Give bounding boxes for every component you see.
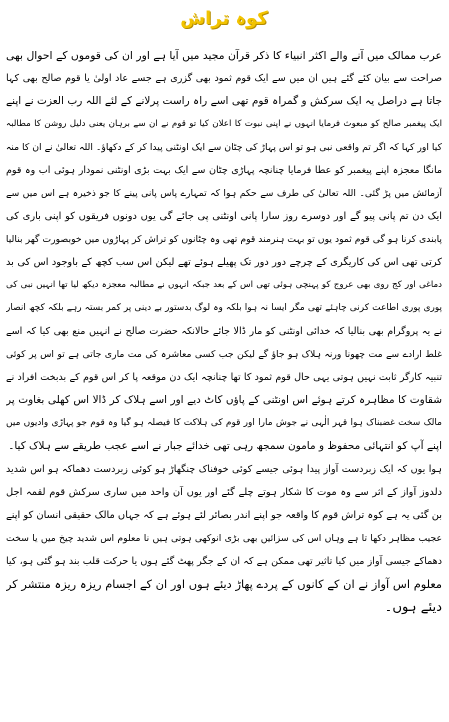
text-line: پابندی کرنا ہو گی قوم ثمود یوں تو بہت ہنرمند قوم تھی وہ چٹانوں کو تراش کر پہاڑوں میں خوبصورت گھر بنالیا: [6, 234, 442, 245]
paragraph-end-line: دیئے ہوں۔: [384, 600, 442, 615]
text-line: غلط ارادے سے مت چھونا ورنہ ہلاک ہو جاؤ گے لیکن جب کسی معاشرہ کی مت ماری جاتی ہے تو اس پر کوئی: [6, 349, 442, 360]
paragraph-end-line: اپنے آپ کو انتہائی محفوظ و مامون سمجھ رہی تھی خدائے جبار نے اسے عجب طریقے سے ہلاک کیا۔: [8, 440, 442, 452]
text-line: ایک دن تم پانی پیو گے اور دوسرے روز سارا پانی اونٹنی پی جائے گی یوں دونوں فریقوں کو اپنی باری کی: [6, 211, 442, 222]
page-title: کوہ تراش: [180, 8, 268, 29]
text-line: صراحت سے بیان کئے گئے ہیں ان میں سے ایک قوم ثمود بھی گزری ہے جسے عاد اولیٰ یا قوم صالح بھی کہا: [6, 73, 442, 84]
text-line: بن گئی یہ ہے کوہ تراش قوم کا واقعہ جو اپنے اندر بصائر لئے ہوئے ہے کہ جہاں مالک حقیقی انسان کو اپنے: [6, 510, 442, 521]
text-line: مانگا معجزہ اپنے پیغمبر کو عطا فرمایا چنانچہ پہاڑی چٹان سے ایک بہت بڑی اونٹنی نمودار ہوئی اب وہ قوم: [6, 165, 442, 176]
text-line: پوری پوری اطاعت کرنی چاہئے تھی مگر ایسا نہ ہوا بلکہ وہ لوگ بدستور بے دینی پر کمر بستہ رہے بلکہ کچھ انصار: [6, 303, 442, 313]
text-line: دلدوز آواز کے اثر سے وہ موت کا شکار ہوتے چلے گئے اور یوں آن واحد میں ساری سرکش قوم لقمہ اجل: [6, 487, 442, 498]
text-line: عجیب مظاہر دکھا تا ہے وہاں اس کی سزائیں بھی بڑی انوکھی ہوتی ہیں نا معلوم اس شدید چیخ میں یا سخت: [6, 533, 442, 544]
text-line: نے یہ پروگرام بھی بنالیا کہ خدائی اونٹنی کو مار ڈالا جائے حالانکہ حضرت صالح نے انہیں منع بھی کیا کہ اسے: [6, 326, 442, 337]
text-line: کیا اور کہا کہ اگر تم واقعی نبی ہو تو اس پہاڑ کی چٹان سے ایک اونٹنی پیدا کر کے دکھاؤ۔ اللہ تعالیٰ نے ان کا منہ: [6, 142, 442, 153]
text-line: ہوا یوں کہ ایک زبردست آواز پیدا ہوئی جیسے کوئی خوفناک چنگھاڑ ہو کوئی زبردست دھماکہ ہو اس شدید: [6, 464, 442, 475]
text-line: آزمائش میں پڑ گئی۔ اللہ تعالیٰ کی طرف سے حکم ہوا کہ تمہارے پاس پانی پینے کا جو ذخیرہ ہے اس میں سے: [6, 188, 442, 199]
text-line: مالک سخت غضبناک ہوا قہر الٰہی نے جوش مارا اور قوم کی ہلاکت کا فیصلہ ہو گیا وہ قوم جو پہاڑی وادیوں میں: [6, 418, 442, 428]
text-line: دھماکے جیسی آواز میں کیا تاثیر تھی ممکن ہے کہ ان کے جگر پھٹ گئے ہوں یا حرکت قلب بند ہو گئی ہو، کیا: [6, 556, 442, 567]
body-text: [6, 44, 442, 619]
text-line: معلوم اس آواز نے ان کے کانوں کے پردے پھاڑ دیئے ہوں اور ان کے اجسام ریزہ ریزہ منتشر کر: [6, 577, 442, 591]
text-line: تنبیہ کارگر ثابت نہیں ہوتی یہی حال قوم ثمود کا تھا چنانچہ ایک دن موقعہ پا کر اس قوم کے بدبخت افراد نے: [6, 372, 442, 383]
text-line: جاتا ہے دراصل یہ ایک سرکش و گمراہ قوم تھی اسے راہ راست پرلانے کے لئے اللہ رب العزت نے اپنے: [6, 95, 442, 107]
text-line: ایک پیغمبر صالح کو مبعوث فرمایا انہوں نے اپنی نبوت کا اعلان کیا تو قوم نے ان سے برہان یعنی دلیل روشن کا مطالبہ: [6, 119, 442, 129]
text-line: شقاوت کا مظاہرہ کرتے ہوئے اس اونٹنی کے پاؤں کاٹ دیے اور اسے ہلاک کر ڈالا اس کھلی بغاوت پر: [6, 394, 442, 406]
text-line: کرتی تھی اس کی کاریگری کے چرچے دور دور تک پھیلے ہوئے تھے لیکن اس سب کچھ کے باوجود اس کی بد: [6, 257, 442, 268]
text-line: دماغی اور کج روی بھی عروج کو پہنچی ہوئی تھی اس کے بعد جبکہ انہوں نے مطالبہ معجزہ دیکھ لیا تھا انہیں نبی کی: [6, 280, 442, 290]
text-line: عرب ممالک میں آنے والے اکثر انبیاء کا ذکر قرآن مجید میں آیا ہے اور ان کی قوموں کے احوال بھی: [6, 49, 442, 62]
